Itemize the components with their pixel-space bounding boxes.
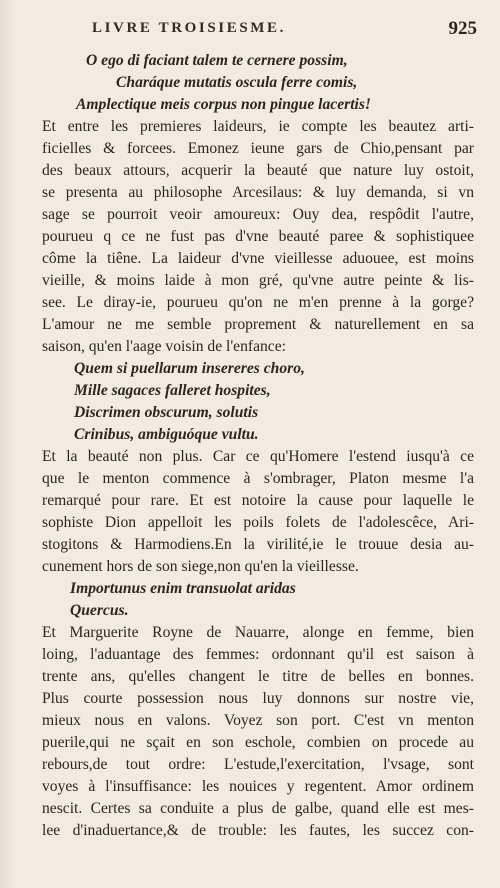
verse-line: Mille sagaces falleret hospites,	[74, 382, 271, 399]
body-text	[42, 50, 474, 842]
text-line: Plus courte possession nous luy donnons sur nostre vie,	[42, 690, 474, 707]
text-line: saison, qu'en l'aage voisin de l'enfance:	[42, 338, 286, 355]
text-line: see. Le diray-ie, pourueu qu'on ne m'en prenne à la gorge?	[42, 294, 474, 311]
verse-line: Charáque mutatis oscula ferre comis,	[116, 74, 358, 91]
text-line: vieille, & moins laide à mon gré, qu'vne autre peinte & lis-	[42, 272, 474, 289]
verse-line: Quem si puellarum insereres choro,	[74, 360, 305, 377]
text-line: voyes à l'insuffisance: les nouices y regentent. Amor ordinem	[42, 778, 474, 795]
text-line: L'amour ne me semble proprement & naturellement en sa	[42, 316, 474, 333]
text-line: trente ans, qu'elles changent le titre de belles en bonnes.	[42, 668, 474, 685]
text-line: côme la tiêne. La laideur d'vne vieillesse aduouee, est moins	[42, 250, 474, 267]
verse-line: Quercus.	[70, 602, 129, 619]
text-line: puerile,qui ne sçait en son eschole, combien on procede au	[42, 734, 474, 751]
text-line: stogitons & Harmodiens.En la virilité,ie le trouue desia au-	[42, 536, 474, 553]
text-line: se presenta au philosophe Arcesilaus: & luy demanda, si vn	[42, 184, 474, 201]
text-line: mieux nous en valons. Voyez son port. C'est vn menton	[42, 712, 474, 729]
verse-line: Crinibus, ambiguóque vultu.	[74, 426, 259, 443]
verse-line: O ego di faciant talem te cernere possim,	[86, 52, 348, 69]
text-line: Et entre les premieres laideurs, ie compte les beautez arti-	[42, 118, 474, 135]
text-line: sophiste Dion appelloit les poils folets de l'adolescêce, Ari-	[42, 514, 474, 531]
page-header	[92, 18, 477, 44]
running-head: LIVRE TROISIESME.	[92, 20, 286, 36]
text-line: remarqué pour rare. Et est notoire la cause pour laquelle le	[42, 492, 474, 509]
page-fold-shadow	[0, 0, 14, 888]
text-line: loing, l'aduantage des femmes: ordonnant qu'il est saison à	[42, 646, 474, 663]
text-line: que le menton commence à s'ombrager, Platon mesme l'a	[42, 470, 474, 487]
text-line: Et la beauté non plus. Car ce qu'Homere l'estend iusqu'à ce	[42, 448, 474, 465]
text-line: sage se pourroit veoir amoureux: Ouy dea, respôdit l'autre,	[42, 206, 474, 223]
page-number: 925	[448, 18, 477, 39]
text-line: cunement hors de son siege,non qu'en la vieillesse.	[42, 558, 359, 575]
text-line: Et Marguerite Royne de Nauarre, alonge en femme, bien	[42, 624, 474, 641]
text-line: rebours,de tout ordre: L'estude,l'exercitation, l'vsage, sont	[42, 756, 474, 773]
text-line: nescit. Certes sa conduite a plus de galbe, quand elle est mes-	[42, 800, 474, 817]
text-line: ficielles & forcees. Emonez ieune gars de Chio,pensant par	[42, 140, 474, 157]
verse-line: Amplectique meis corpus non pingue lacertis!	[76, 96, 372, 113]
text-line: pourueu q ce ne fust pas d'vne beauté paree & sophistiquee	[42, 228, 474, 245]
verse-line: Discrimen obscurum, solutis	[74, 404, 259, 421]
text-line: lee d'inaduertance,& de trouble: les fautes, les succez con-	[42, 822, 474, 839]
verse-line: Importunus enim transuolat aridas	[70, 580, 296, 597]
text-line: des beaux attours, acquerir la beauté que nature luy ostoit,	[42, 162, 474, 179]
